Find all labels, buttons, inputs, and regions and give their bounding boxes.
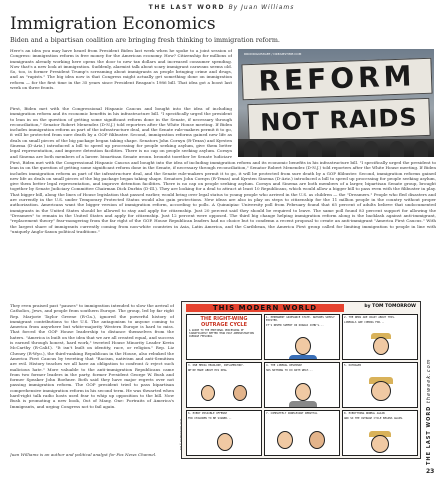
- comic-panel-text: A GUIDE TO THE EMOTIONAL PROCESSING OF SIGNIFICANTLY BETTER THAN PAST ADMINISTRATION AVERAGE FEELINGS.: [189, 329, 254, 339]
- section-label: THE LAST WORD: [148, 4, 226, 11]
- character-face: [217, 433, 233, 451]
- article-body-left-column: They even praised past "pauses" to immigration intended to slow the arrival of Catholics, Jews, and people from southern Europe. The group, led by far right Rep. Marjorie Taylor Greene (R-Ga.), ignored the powerful history of immigrant contributions to the U.S. The antagonism to anyone coming to America from anywhere but white-majority Western Europe is hard to miss. That forced the GOP House leadership to distance themselves from the haters. "America is built on the idea that we are all created equal, and success is earned through honest, hard work," tweeted House Minority Leader Kevin McCarthy (R-Calif.). "It isn't built on identity, race, or religion." Rep. Liz Cheney (R-Wyo.), the third-ranking Republican in the House, also rebuked the America First Caucus by tweeting that "Racism, nativism and anti-Semitism are evil. History teaches we all have an obligation to confront & reject such malicious hate." More valuable to the anti-immigration Republicans came from two former leaders in the party, former President George W. Bush and former Speaker John Boehner. Both said they have major regrets over not passing immigration reform. The GOP president tried to pass bipartisan comprehensive immigration reform in his second term. He was thwarted when hard-right talk radio hosts used fear to whip up opposition to the bill. Now Bush is promoting a new book, Out of Many, One: Portraits of America's Immigrants, and urging Congress not to fail again.: [10, 303, 174, 409]
- comic-panel-3: [342, 314, 418, 360]
- crowd: [238, 139, 434, 157]
- byline: By Juan Williams: [228, 4, 295, 11]
- comic-panel-8: [264, 410, 340, 456]
- comic-panel-text: IT'S NEVER SUMMIT IN DONALD JOHN'S...: [266, 324, 324, 328]
- article-title: Immigration Economics: [10, 14, 216, 34]
- comic-panel-caption: THE RIGHT-WING OUTRAGE CYCLE: [200, 316, 248, 328]
- character-face: [277, 431, 293, 449]
- comic-panel-5: [264, 362, 340, 408]
- character-face: [371, 381, 391, 401]
- comic-panel-text: FOR CHILDREN TO BE SIGNED...: [188, 417, 232, 421]
- character-face: [295, 383, 311, 401]
- photo-credit: RRODRIGUEZGEE / DREAMSTIME.COM: [244, 52, 302, 56]
- character-face: [373, 337, 389, 355]
- comic-panel-caption: 8. EVERYTHING NORMAL AGAIN: [344, 412, 385, 415]
- character-face: [233, 385, 247, 401]
- page-header: [0, 4, 443, 11]
- comic-panel-caption: 5. OUTRAGED: [344, 364, 362, 367]
- character-face: [371, 435, 389, 453]
- vertical-running-head: [424, 340, 438, 465]
- comic-panel-4: [186, 362, 262, 408]
- not-raids-sign: NOT RAIDS: [247, 98, 430, 142]
- comic-panel-2: [264, 314, 340, 360]
- comic-panel-text: WE'RE MADE ABOUT HIS DEAL: [188, 369, 228, 373]
- character-shirt: [289, 355, 317, 360]
- comic-panel-caption: 3. ONE MEDIA HEADLINE, INFLAMMATORY.: [188, 364, 245, 367]
- comic-panel-7: [186, 410, 262, 456]
- reform-photo: [238, 49, 434, 157]
- comic-panel-text: HAS NOTHING TO DO WITH WHAT...: [266, 369, 313, 373]
- comic-panel-6: [342, 362, 418, 408]
- author-note: Juan Williams is an author and political analyst for Fox News Channel.: [10, 452, 157, 457]
- page-number: 23: [426, 468, 435, 475]
- comic-byline: by TOM TOMORROW: [364, 304, 416, 309]
- character-shirt: [289, 401, 317, 408]
- comic-panel-text: LIBERALS ARE COMING FOR...: [344, 321, 385, 325]
- vertical-site: theweek.com: [426, 358, 432, 404]
- article-body-part2: First, Biden met with the Congressional Hispanic Caucus and bought into the idea of including immigration reform and its economic benefits in his infrastructure bill. "I specifically urged the president to lean in on the question of getting some significant reform done in the Senate, if necessary through reconciliation," Senator Robert Menendez (D-N.J.) told reporters after the White House meeting. If Biden includes immigration reform as part of the infrastructure deal, and the Senate rule-makers permit it to go, it will be protected from sure death by a GOP filibuster. Second, immigration reforms gained new life as deals on small pieces of the big package began taking shape. Senators John Cornyn (R-Texas) and Kyrsten Sinema (D-Ariz.) introduced a bill to speed up processing for people seeking asylum, give them better legal representation, and improve detention facilities. There is no cap on people seeking asylum. Cornyn and Sinema are both members of a larger, bipartisan Senate group, brought together by Senate Judiciary Committee Chairman Dick Durbin (D-Ill.). They are looking for a deal to attract at least 10 Republicans, which would allow a bigger bill to pass even with the filibuster in play. That bigger bill, along the lines of House legislation that passed earlier, would bring over legal status to young people who arrived in the U.S. as children — the "Dreamers." People who fled disasters and are currently in the U.S. under Temporary Protected Status would also gain protections. New ideas are also in play on steps to citizenship for the 11 million people in the country without proper authorization. Americans want the bigger version of immigration reform, according to polls. A Quinnipiac University poll from February found that 65 percent of adults believe that undocumented immigrants in the United States should be allowed to stay and apply for citizenship. Just 20 percent said they should be required to leave. The same poll found 83 percent support for allowing the "Dreamers" to remain in the United States and apply for citizenship. Just 12 percent were opposed. The third big change helping immigration reform along is the backlash against anti-immigrant, "replacement theory" fear-mongering from the far right of the GOP. House Republican leaders had no choice but to condemn a recent proposal to create an anti-immigrant "America First Caucus." With the largest share of immigrants currently coming from non-white countries in Asia, Latin America, and the Caribbean, the America First group called for limiting immigration to people in line with "uniquely Anglo-Saxon political traditions.": [10, 160, 436, 234]
- comic-banner: THIS MODERN WORLD: [186, 304, 344, 312]
- comic-panel-caption: 7. COMPLETELY IRRELEVANT REBUTTAL: [266, 412, 318, 415]
- comic-panel-caption: 6. EVERY POSSIBLE OFFENSE: [188, 412, 228, 415]
- comic-panel-caption: 4. THE LIBERAL RESPONSE: [266, 364, 302, 367]
- comic-panel-9: [342, 410, 418, 456]
- character-face: [201, 385, 215, 401]
- article-body-part1: First, Biden met with the Congressional Hispanic Caucus and bought into the idea of including immigration reform and its economic benefits in his infrastructure bill. "I specifically urged the president to lean in on the question of getting some significant reform done in the Senate, if necessary through reconciliation," Senator Robert Menendez (D-N.J.) told reporters after the White House meeting. If Biden includes immigration reform as part of the infrastructure deal, and the Senate rule-makers permit it to go, it will be protected from sure death by a GOP filibuster. Second, immigration reforms gained new life as deals on small pieces of the big package began taking shape. Senators John Cornyn (R-Texas) and Kyrsten Sinema (D-Ariz.) introduced a bill to speed up processing for people seeking asylum, give them better legal representation, and improve detention facilities. There is no cap on people seeking asylum. Cornyn and Sinema are both members of a larger, bipartisan Senate group, brought together by Senate Judiciary: [10, 106, 232, 158]
- vertical-section: THE LAST WORD: [426, 405, 432, 465]
- character-face: [295, 337, 311, 355]
- character-face: [309, 431, 325, 449]
- article-intro: Here's an idea you may have heard from President Biden last week when he spoke to a joint session of Congress: immigration reform is free money for the American economy. How? Citizenship for millions of immigrants already working here opens the door to new tax dollars and increased consumer spending. Now that's a new look at immigration. Suddenly, alarmist talk about scary immigrant caravans seems old. So, too, is former President Trump's screaming about immigrants as people bringing crime and drugs, and as "rapists." The big idea now is that Congress might actually get something done on immigration reform — for the first time in the 35 years since President Reagan's 1986 bill. That idea got a boost last week on three fronts.: [10, 48, 232, 91]
- comic-panel-caption: 1. PERMANENT GRIEVANCE STATE. NATURES SIMPLY EXISTED.: [266, 316, 335, 323]
- reform-sign: REFORM: [241, 58, 432, 101]
- article-subtitle: Biden and a bipartisan coalition are bringing fresh thinking to immigration reform.: [10, 36, 280, 44]
- comic-panel-caption: 2. THE NEWS ARE CRAZY ABOUT THIS.: [344, 316, 396, 319]
- comic-datestamp: TM © TOMORROW 2021 ...: [180, 415, 183, 450]
- comic-strip: [181, 301, 421, 459]
- comic-panel-text: AND SO THE OUTRAGE CYCLE BEGINS AGAIN.: [344, 417, 404, 421]
- comic-panel-1: [186, 314, 262, 360]
